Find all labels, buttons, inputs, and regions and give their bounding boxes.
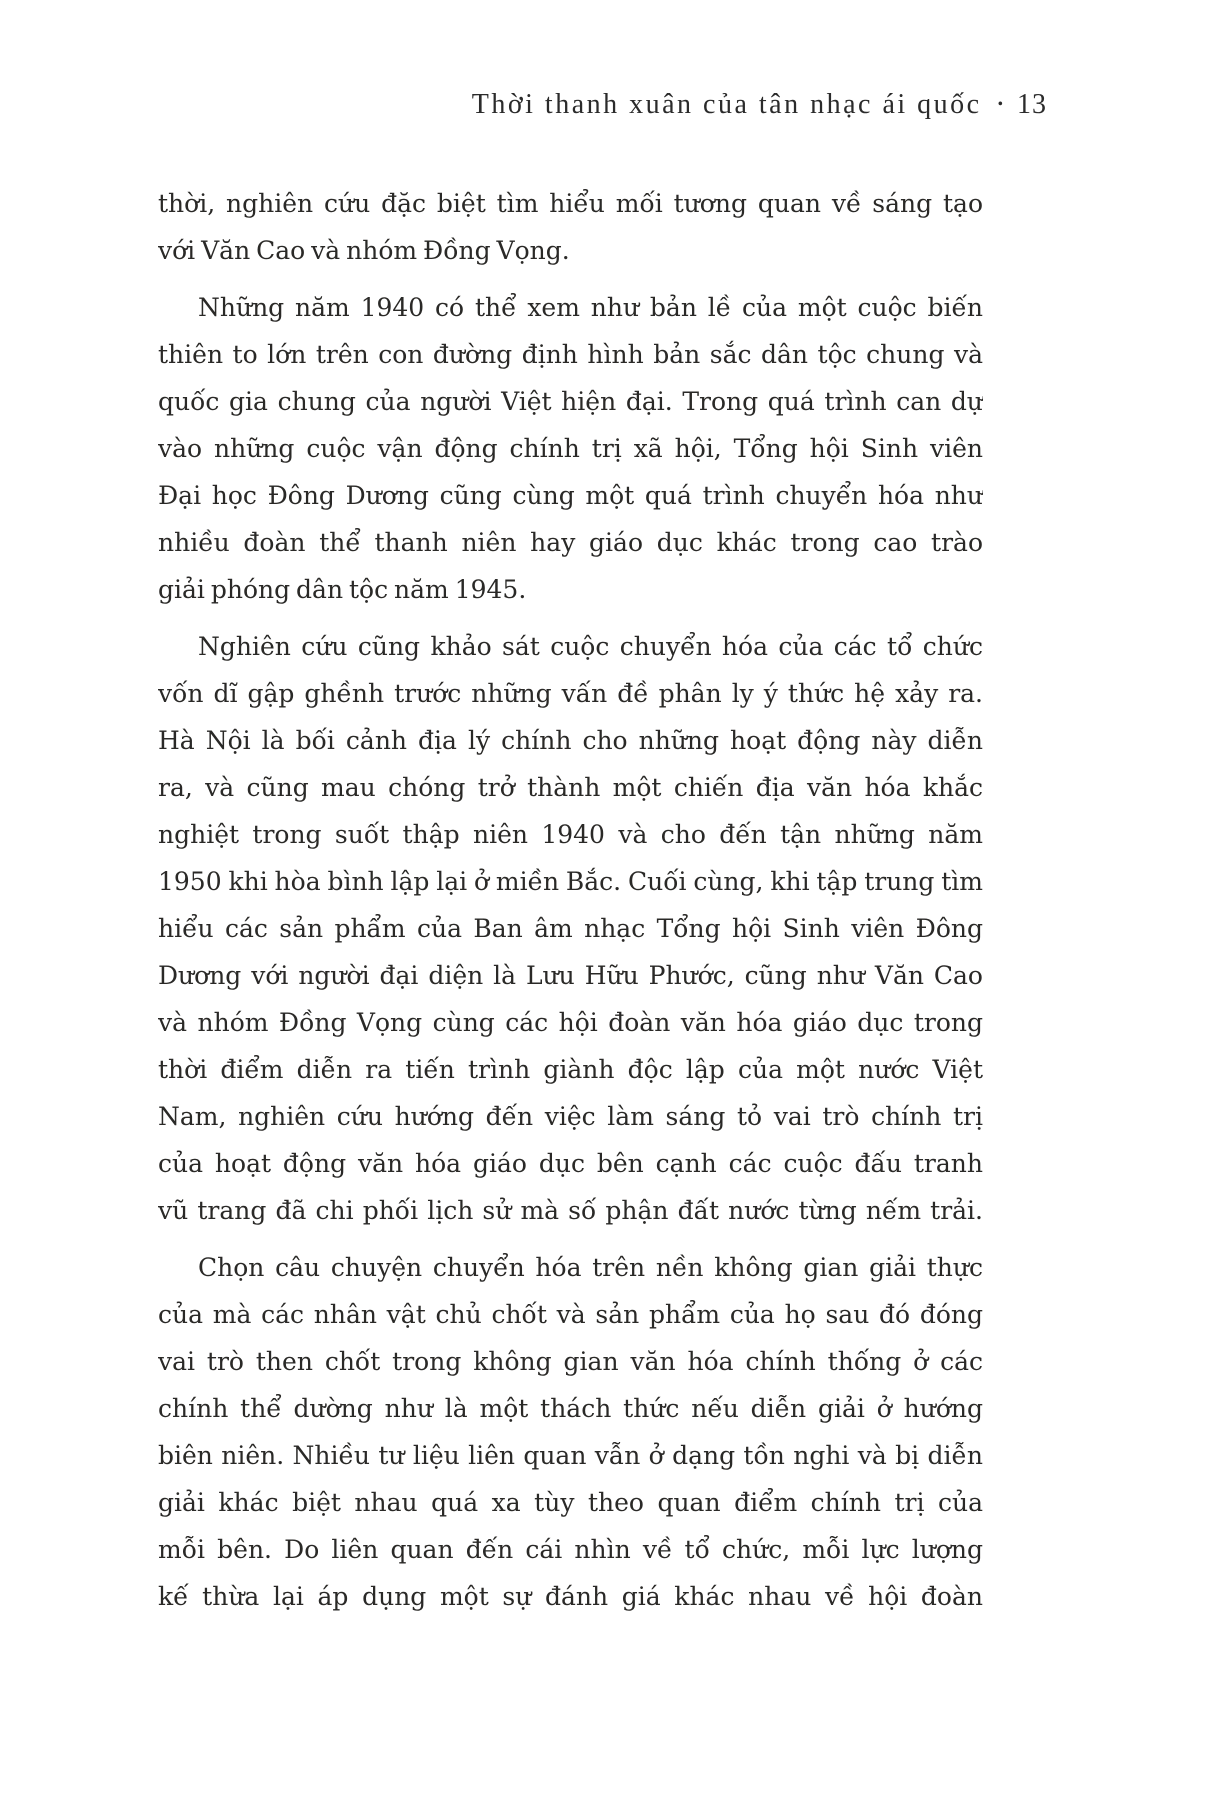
text-line: vũ trang đã chi phối lịch sử mà số phận đất nước từng nếm trải. — [158, 1196, 983, 1225]
text-line: Những năm 1940 có thể xem như bản lề của một cuộc biến — [198, 293, 983, 322]
text-line: nhiều đoàn thể thanh niên hay giáo dục khác trong cao trào — [158, 528, 983, 557]
text-line: Nam, nghiên cứu hướng đến việc làm sáng tỏ vai trò chính trị — [158, 1102, 983, 1131]
text-line: thời, nghiên cứu đặc biệt tìm hiểu mối tương quan về sáng tạo — [158, 189, 983, 218]
text-line: thời điểm diễn ra tiến trình giành độc lập của một nước Việt — [158, 1055, 983, 1084]
text-line: vào những cuộc vận động chính trị xã hội, Tổng hội Sinh viên — [158, 434, 983, 463]
text-line: Nghiên cứu cũng khảo sát cuộc chuyển hóa của các tổ chức — [198, 632, 983, 661]
text-line: thiên to lớn trên con đường định hình bản sắc dân tộc chung và — [158, 340, 983, 369]
paragraph — [158, 284, 983, 613]
text-line: giải phóng dân tộc năm 1945. — [158, 575, 527, 604]
header-separator-dot: • — [997, 96, 1003, 113]
text-line: 1950 khi hòa bình lập lại ở miền Bắc. Cuối cùng, khi tập trung tìm — [158, 867, 983, 896]
text-line: vốn dĩ gập ghềnh trước những vấn đề phân ly ý thức hệ xảy ra. — [158, 679, 983, 708]
text-line: kế thừa lại áp dụng một sự đánh giá khác nhau về hội đoàn — [158, 1582, 983, 1611]
text-line: giải khác biệt nhau quá xa tùy theo quan điểm chính trị của — [158, 1488, 983, 1517]
text-line: quốc gia chung của người Việt hiện đại. Trong quá trình can dự — [158, 387, 983, 416]
text-line: hiểu các sản phẩm của Ban âm nhạc Tổng hội Sinh viên Đông — [158, 914, 983, 943]
text-line: với Văn Cao và nhóm Đồng Vọng. — [158, 236, 570, 265]
text-line: biên niên. Nhiều tư liệu liên quan vẫn ở dạng tồn nghi và bị diễn — [158, 1441, 983, 1470]
text-line: Hà Nội là bối cảnh địa lý chính cho những hoạt động này diễn — [158, 726, 983, 755]
text-line: chính thể dường như là một thách thức nếu diễn giải ở hướng — [158, 1394, 983, 1423]
paragraph — [158, 180, 983, 274]
page-body — [158, 180, 983, 1620]
page-number: 13 — [1017, 89, 1047, 120]
text-line: và nhóm Đồng Vọng cùng các hội đoàn văn hóa giáo dục trong — [158, 1008, 983, 1037]
running-header-title: Thời thanh xuân của tân nhạc ái quốc — [471, 89, 982, 120]
text-line: ra, và cũng mau chóng trở thành một chiến địa văn hóa khắc — [158, 773, 983, 802]
text-line: của mà các nhân vật chủ chốt và sản phẩm của họ sau đó đóng — [158, 1300, 983, 1329]
text-line: của hoạt động văn hóa giáo dục bên cạnh các cuộc đấu tranh — [158, 1149, 983, 1178]
paragraph — [158, 1244, 983, 1620]
text-line: nghiệt trong suốt thập niên 1940 và cho đến tận những năm — [158, 820, 983, 849]
paragraph — [158, 623, 983, 1234]
text-line: mỗi bên. Do liên quan đến cái nhìn về tổ chức, mỗi lực lượng — [158, 1535, 983, 1564]
text-line: Đại học Đông Dương cũng cùng một quá trình chuyển hóa như — [158, 481, 983, 510]
running-header — [158, 90, 1047, 120]
text-line: Chọn câu chuyện chuyển hóa trên nền không gian giải thực — [198, 1253, 983, 1282]
text-line: Dương với người đại diện là Lưu Hữu Phước, cũng như Văn Cao — [158, 961, 983, 990]
text-line: vai trò then chốt trong không gian văn hóa chính thống ở các — [158, 1347, 983, 1376]
